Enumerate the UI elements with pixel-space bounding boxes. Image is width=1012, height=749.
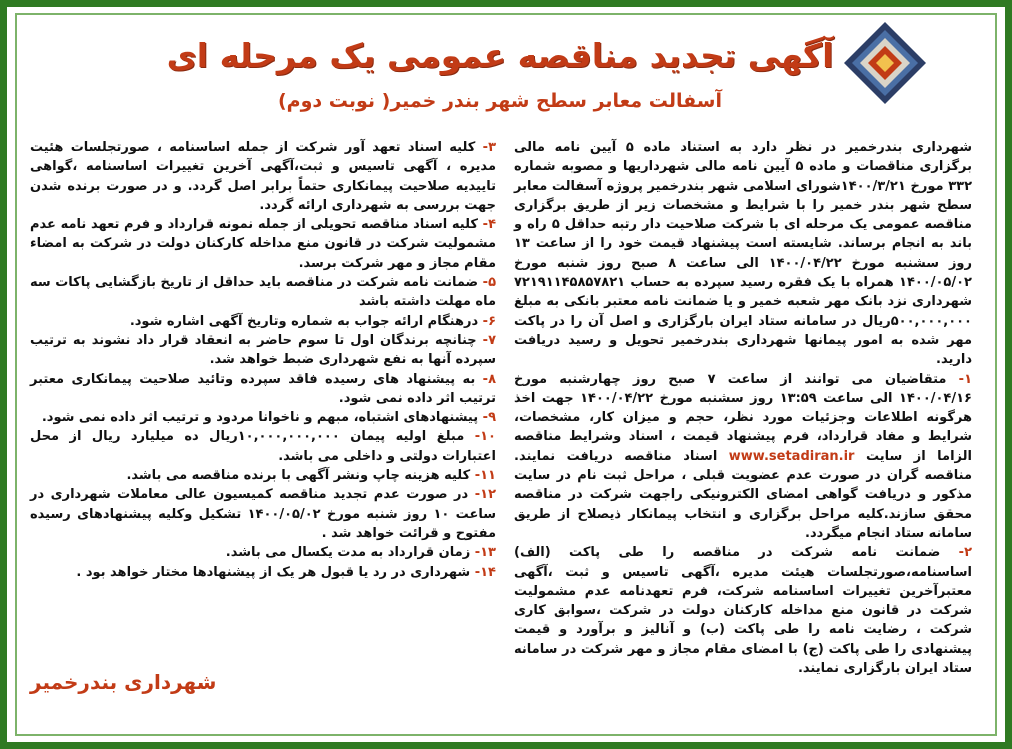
item-number: ۶- <box>482 313 496 329</box>
right-column <box>514 138 972 678</box>
item-number: ۸- <box>482 371 496 387</box>
item-text: در صورت عدم تجدید مناقصه کمیسیون عالی معاملات شهرداری در ساعت ۱۰ روز شنبه مورخ ۱۴۰۰/۰۵/۰۲ تشکیل وکلیه پیشنهادهای رسیده مفتوح و قرائت خواهد شد . <box>30 487 496 541</box>
notice-title: آگهی تجدید مناقصه عمومی یک مرحله ای <box>166 36 834 75</box>
item-text: شهرداری در رد یا قبول هر یک از پیشنهادها مختار خواهد بود . <box>76 564 471 580</box>
item-number: ۲- <box>958 545 972 561</box>
notice-subtitle: آسفالت معابر سطح شهر بندر خمیر( نوبت دوم) <box>277 90 723 112</box>
item-number: ۱۴- <box>474 564 496 580</box>
item-text: اسناد مناقصه دریافت نمایند. مناقصه گران در صورت عدم عضویت قبلی ، مراحل ثبت نام در سایت مذکور و دریافت گواهی امضای الکترونیکی راجهت شرکت در مناقصه محقق سازند.کلیه مراحل برگزاری و انتخاب پیمانکار ذیصلاح از طریق سامانه ستاد انجام میگردد. <box>514 448 972 541</box>
item-number: ۵- <box>482 275 497 291</box>
item-text: زمان قرارداد به مدت یکسال می باشد. <box>225 545 471 561</box>
item-text: پیشنهادهای اشتباه، مبهم و ناخوانا مردود و ترتیب اثر داده نمی شود. <box>41 410 479 426</box>
item-number: ۷- <box>482 332 496 348</box>
item-number: ۱۲- <box>474 487 497 503</box>
item-text: کلیه اسناد مناقصه تحویلی از جمله نمونه قرارداد و فرم تعهد نامه عدم مشمولیت شرکت در قانون منع مداخله کارکنان دولت در شرکت به امضاء مقام مجاز و مهر شرکت برسد. <box>30 217 496 271</box>
list-item-13 <box>30 543 496 562</box>
item-text: درهنگام ارائه جواب به شماره وتاریخ آگهی اشاره شود. <box>129 313 479 329</box>
item-text: چنانچه برندگان اول تا سوم حاضر به انعقاد قرار داد نشوند به ترتیب سپرده آنها به نفع شهرداری ضبط خواهد شد. <box>30 332 496 368</box>
item-text: ضمانت نامه شرکت در مناقصه را طی پاکت (الف) اساسنامه،صورتجلسات هیئت مدیره ،آگهی تاسیس و ثبت ،آگهی معتبرآخرین تغییرات اساسنامه شرکت، فرم تعهدنامه عدم مشمولیت شرکت در قانون منع مداخله کارکنان دولت در شرکت ،سوابق کاری شرکت ، رضایت نامه را طی پاکت (ب) و آنالیز و برآورد و قیمت پیشنهادی را طی پاکت (ج) با امضای مقام مجاز و مهر شرکت در سامانه ستاد ایران بارگزاری نمایند. <box>514 545 972 677</box>
item-text: ضمانت نامه شرکت در مناقصه باید حداقل از تاریخ بازگشایی پاکات سه ماه مهلت داشته باشد <box>30 275 496 310</box>
item-number: ۱- <box>958 371 972 387</box>
item-number: ۹- <box>482 410 496 426</box>
list-item-5 <box>30 273 496 312</box>
list-item-14 <box>30 563 496 582</box>
item-number: ۱۱- <box>474 468 496 484</box>
list-item-11 <box>30 466 496 485</box>
item-text: متقاضیان می توانند از ساعت ۷ صبح روز چهارشنبه مورخ ۱۴۰۰/۰۴/۱۶ الی ساعت ۱۳:۵۹ روز سشنبه مورخ ۱۴۰۰/۰۴/۲۲ جهت اخذ هرگونه اطلاعات وجزئیات مورد نظر، حجم و میزان کار، مشخصات، شرایط و مفاد قرارداد، فرم پیشنهاد قیمت ، اسناد وشرایط مناقصه الزاما از سایت <box>514 371 972 464</box>
left-column <box>30 138 496 582</box>
item-number: ۳- <box>482 140 497 155</box>
municipality-logo-icon <box>842 20 928 106</box>
intro-paragraph: شهرداری بندرخمیر در نظر دارد به استناد ماده ۵ آیین نامه مالی برگزاری مناقصات و ماده ۵ آیین نامه مالی شهرداریها و مصوبه شماره ۳۳۲ مورخ ۱۴۰۰/۳/۲۱شورای اسلامی شهر بندرخمیر پروژه آسفالت معابر سطح شهر بندر خمیر را با شرایط و مشخصات زیر از طریق برگزاری مناقصه عمومی یک مرحله ای با شرکت صلاحیت دار رتبه حداقل ۵ راه و باند به انجام برساند. شایسته است پیشنهاد قیمت خود را از ساعت ۱۳ روز سشنبه مورخ ۱۴۰۰/۰۴/۲۲ الی ساعت ۸ صبح روز شنبه مورخ ۱۴۰۰/۰۵/۰۲ همراه با یک فقره رسید سپرده به حساب ۷۲۱۹۱۱۴۵۸۵۷۸۲۱ شهرداری نزد بانک مهر شعبه خمیر و یا ضمانت نامه معتبر بانکی به مبلغ ۵۰۰,۰۰۰,۰۰۰ریال در سامانه ستاد ایران بارگزاری و اصل آن را در پاکت مهر شده به امور پیمانها شهرداری بندرخمیر تحویل و رسید دریافت دارید. <box>514 140 973 368</box>
item-number: ۱۰- <box>474 429 496 445</box>
list-item-4 <box>30 215 496 273</box>
list-item-2 <box>514 543 972 678</box>
item-text: کلیه هزینه چاپ ونشر آگهی با برنده مناقصه می باشد. <box>126 468 471 484</box>
signature: شهرداری بندرخمیر <box>30 670 217 694</box>
list-item-8 <box>30 370 496 409</box>
item-number: ۴- <box>482 217 496 233</box>
list-item-10 <box>30 427 496 466</box>
list-item-7 <box>30 331 496 370</box>
item-text: به پیشنهاد های رسیده فاقد سپرده وتائید صلاحیت پیمانکاری معتبر ترتیب اثر داده نمی شود. <box>30 371 496 406</box>
list-item-3 <box>30 138 496 215</box>
item-text: کلیه اسناد تعهد آور شرکت از جمله اساسنامه ، صورتجلسات هئیت مدیره ، آگهی تاسیس و ثبت،آگهی آخرین تغییرات اساسنامه ،گواهی تاییدیه صلاحیت پیمانکاری حتماً برابر اصل گردد. و در صورت برنده شدن جهت بررسی به شهرداری ارائه گردد. <box>30 140 496 213</box>
item-text: مبلغ اولیه پیمان ۱۰,۰۰۰,۰۰۰,۰۰۰ریال ده میلیارد ریال از محل اعتبارات دولتی و داخلی می باشد. <box>30 429 496 464</box>
list-item-12 <box>30 485 496 543</box>
list-item-1 <box>514 370 972 544</box>
website-link[interactable]: www.setadiran.ir <box>728 448 855 464</box>
list-item-9 <box>30 408 496 427</box>
list-item-6 <box>30 312 496 331</box>
item-number: ۱۳- <box>474 545 496 561</box>
